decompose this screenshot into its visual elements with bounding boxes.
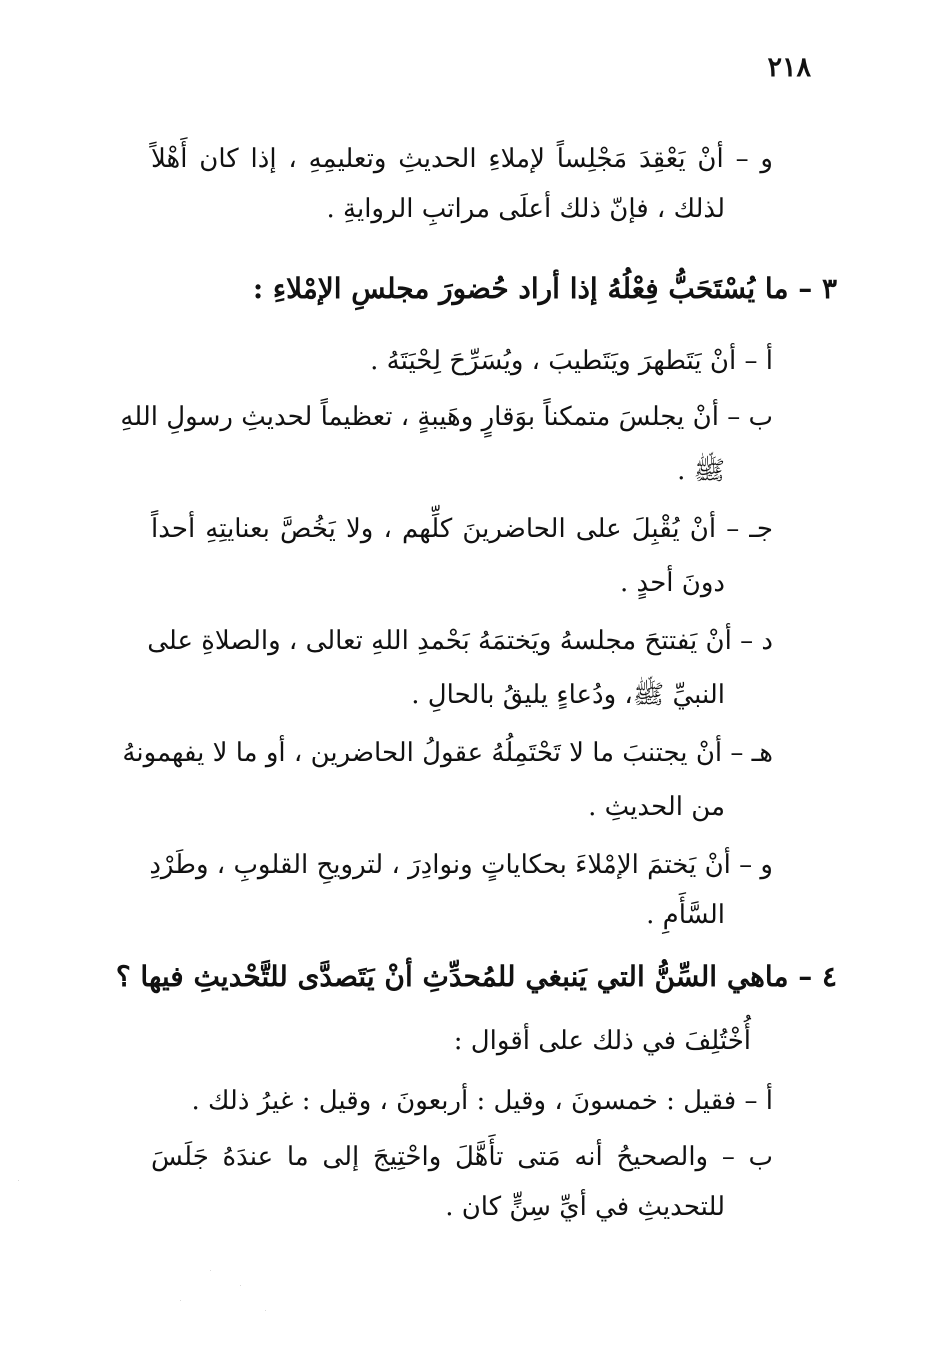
item-continuation: لذلك ، فإنّ ذلك أعلَى مراتبِ الروايةِ . [326, 194, 725, 224]
section-3-item-alif [151, 338, 773, 384]
item-text: أنْ يَفتتحَ مجلسهُ ويَختمَهُ بَحْمدِ اللهِ تعالى ، والصلاةِ على [147, 626, 732, 656]
item-continuation: ﷺ . [677, 456, 725, 486]
section-3-item-waw [151, 842, 773, 942]
page-number: ٢١٨ [767, 52, 811, 83]
item-text: أنْ يَعْقِدَ مَجْلِساً لإملاءِ الحديثِ وتعليمِهِ ، إذا كان أَهْلاً [151, 144, 724, 174]
section-3-heading: ٣ – ما يُسْتَحَبُّ فِعْلُهُ إذا أراد حُضورَ مجلسِ الإمْلاءِ : [252, 272, 837, 305]
section-3-item-dal [147, 618, 773, 718]
scan-speck [265, 1310, 266, 1311]
scan-speck [240, 1285, 241, 1286]
item-text: أنْ يجلسَ متمكناً بوَقارٍ وهَيبةٍ ، تعظيماً لحديثِ رسولِ اللهِ [120, 402, 719, 432]
item-label: أ – [744, 1086, 773, 1116]
scan-speck [180, 1300, 181, 1301]
item-continuation: النبيِّ ﷺ، ودُعاءٍ يليقُ بالحالِ . [411, 680, 725, 710]
item-line [147, 618, 773, 664]
item-text: أنْ يَتَطهرَ ويَتَطيبَ ، ويُسَرِّحَ لِحْيَتَهُ . [370, 346, 737, 376]
item-waw-section2 [151, 136, 773, 236]
item-continuation: للتحديثِ في أيِّ سِنٍّ كان . [445, 1192, 725, 1222]
intro-line: أُخْتُلِفَ في ذلك على أقوال : [453, 1026, 751, 1056]
section-3-item-ha [122, 730, 773, 830]
item-line [151, 136, 773, 182]
item-text: أنْ يجتنبَ ما لا تَحْتَمِلُهُ عقولُ الحاضرين ، أو ما لا يفهمونهُ [122, 738, 723, 768]
item-continuation: السَّأَمِ . [646, 900, 725, 930]
item-label: هـ – [730, 738, 773, 768]
item-line [151, 506, 773, 552]
scan-speck [18, 1180, 19, 1181]
item-label: ب – [721, 1142, 773, 1172]
section-3-item-ba [120, 394, 773, 494]
item-continuation: دونَ أحدٍ . [620, 568, 725, 598]
section-4-item-ba [151, 1134, 773, 1234]
item-label: و – [735, 144, 773, 174]
item-continuation: من الحديثِ . [588, 792, 725, 822]
item-text: أنْ يُقْبِلَ على الحاضرينَ كلِّهم ، ولا يَخُصَّ بعنايتِهِ أحداً [151, 514, 717, 544]
item-text: والصحيحُ أنه مَتى تأَهَّلَ واحْتِيجَ إلى ما عندَهُ جَلَسَ [151, 1142, 709, 1172]
section-4-intro [151, 1018, 773, 1064]
item-line [191, 1078, 773, 1124]
item-text: فقيل : خمسونَ ، وقيل : أربعونَ ، وقيل : غيرُ ذلك . [191, 1086, 737, 1116]
item-line [151, 1134, 773, 1180]
item-label: ب – [727, 402, 773, 432]
item-line [151, 842, 773, 888]
item-line [122, 730, 773, 776]
item-text: أنْ يَختمَ الإمْلاءَ بحكاياتٍ ونوادِرَ ، لترويحِ القلوبِ ، وطَرْدِ [149, 850, 731, 880]
section-3-item-jim [151, 506, 773, 606]
item-label: جـ – [726, 514, 773, 544]
item-line [370, 338, 773, 384]
scan-speck [210, 1270, 211, 1271]
item-label: و – [739, 850, 773, 880]
item-label: د – [740, 626, 773, 656]
section-4-item-alif [151, 1078, 773, 1124]
item-label: أ – [744, 346, 773, 376]
item-line [120, 394, 773, 440]
section-4-heading: ٤ – ماهي السِّنُّ التي يَنبغي للمُحدِّثِ أنْ يَتَصدَّى للتَّحْديثِ فيها ؟ [115, 960, 837, 993]
